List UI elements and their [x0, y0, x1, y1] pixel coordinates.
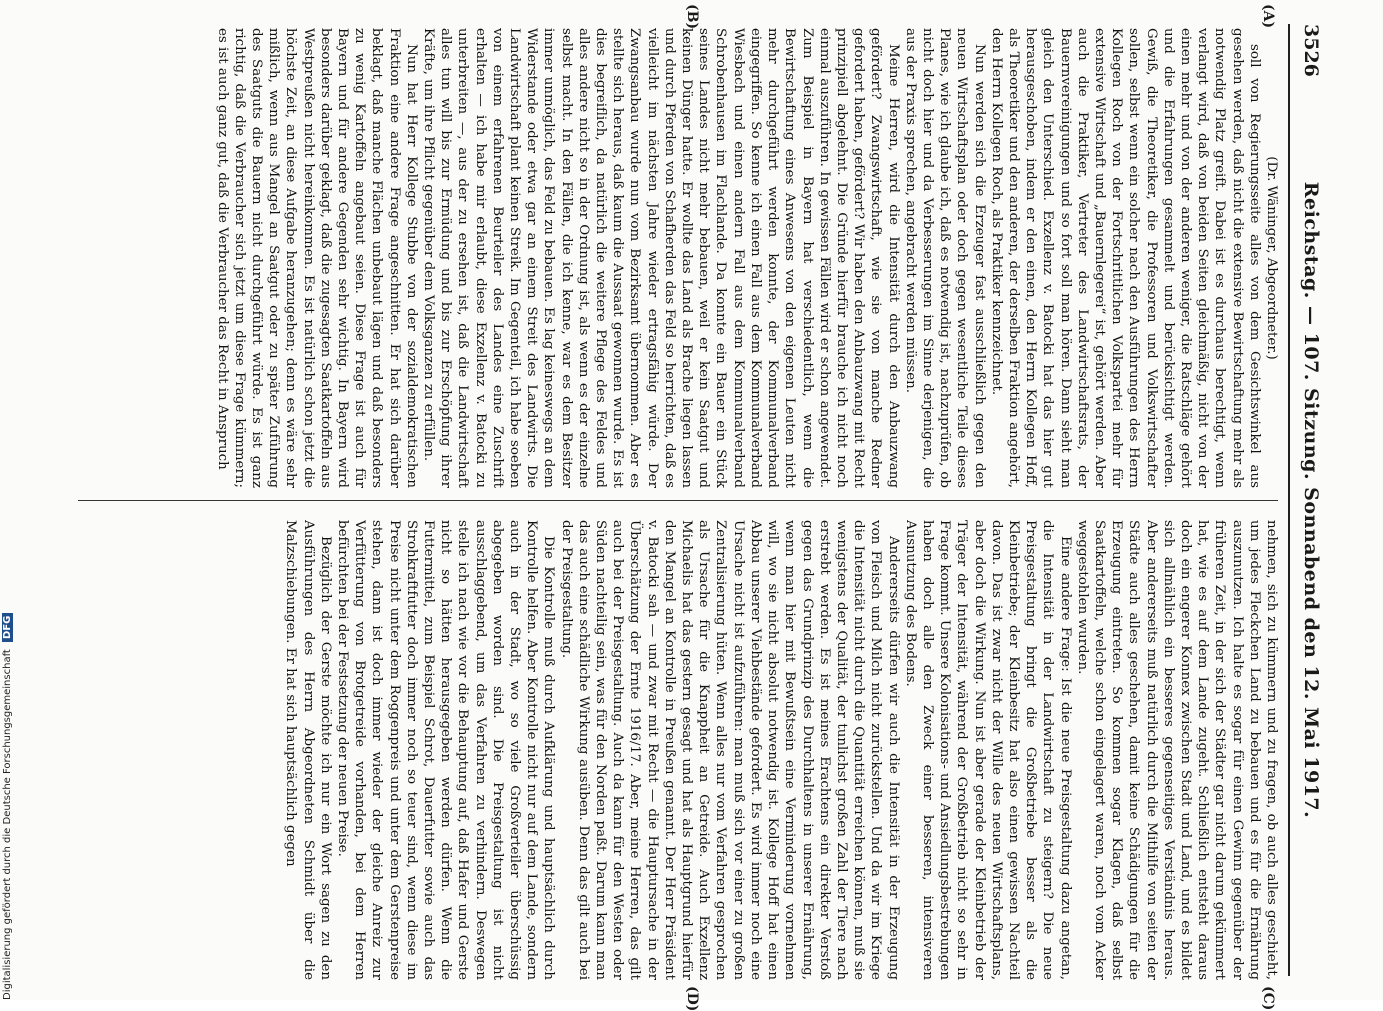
funding-text: Digitalisierung gefördert durch die Deutsche Forschungsgemeinschaft: [2, 649, 13, 1000]
paragraph: Andererseits dürfen wir auch die Intensität in der Erzeugung von Fleisch und Milch nicht zurückstellen. Und da wir im Kriege die Intensität nicht durch die Quantität erreichen können, muß sie wenigstens der Qualität, der tunlichst großen Zahl der Tiere nach erstrebt werden. Es ist meines Erachtens ein direkter Verstoß gegen das Grundprinzip des Durchhaltens in unserer Ernährung, wenn man hier mit Bewußtsein eine Verminderung vornehmen will, wo sie nicht absolut notwendig ist. Kollege Hoff hat einen Abbau unserer Viehbestände gefordert. Es wird immer noch eine Ursache nicht ist aufzuführen: man muß sich vor einer zu großen Zentralisierung hüten. Wenn alles nur vom Verfahren gesprochen als Ursache für die Knappheit an Getreide. Auch Exzellenz Michaelis hat das gestern gesagt und hat als Hauptgrund hierfür den Mangel an Kontrolle in Preußen genannt. Der Herr Präsident v. Batocki sah — und zwar mit Recht — die Hauptursache in der Überschätzung der Ernte 1916/17. Aber, meine Herren, das gilt auch bei der Preisgestaltung. Auch da kann für den Westen oder Süden nachteilig sein, was für den Norden paßt. Darum kann man das auch eine schädliche Wirkung ausüben. Denn das gilt auch bei der Preisgestaltung.: [558, 520, 901, 980]
page-number: 3526: [1300, 24, 1322, 77]
margin-marker-a: (A): [1260, 4, 1276, 29]
funding-footer: [2, 600, 22, 1000]
left-column: [60, 28, 1280, 488]
paragraph: Die Kontrolle muß durch Aufklärung und hauptsächlich durch Kontrolle helfen. Aber Kontrolle nicht nur auf dem Lande, sondern auch in der Stadt, wo so viele Großverteiler überschüssig abgegeben worden sind. Die Preisgestaltung ist nicht ausschlaggebend, um das Verfahren zu verhindern. Deswegen stelle ich nach wie vor die Behauptung auf, daß Hafer und Gerste nicht so hätten herausgegeben werden dürfen. Wenn die Futtermittel, zum Beispiel Schrot, Dauerfutter sowie auch das Strohkraftfutter doch immer noch so teuer sind, wenn diese im Preise nicht unter dem Roggenpreis und unter dem Gerstenpreise stehen, dann ist doch immer wieder der gleiche Anreiz zur Verfütterung von Brotgetreide vorhanden, bei dem Herren befürchten bei der Festsetzung der neuen Preise.: [335, 520, 557, 980]
margin-marker-d: (D): [684, 986, 700, 1011]
paragraph: Bezüglich der Gerste möchte ich nur ein Wort sagen zu den Ausführungen des Herrn Abgeordneten Schmidt über die Malzschiebungen. Er hat sich hauptsächlich gegen: [283, 520, 333, 980]
dfg-logo: DFG: [2, 613, 13, 642]
rotated-document: [40, 0, 1340, 1011]
paragraph: soll von Regierungsseite alles von dem Gesichtswinkel aus gesehen werden, daß nicht die extensive Bewirtschaftung mehr als notwendig Platz greift. Dabei ist es durchaus berechtigt, wenn verlangt wird, daß von beiden Seiten gleichmäßig, nicht von der einen mehr und von der anderen weniger, die Ratschläge gehört und die Erfahrungen gesammelt und berücksichtigt werden. Gewiß, die Theoretiker, die Professoren und Volkswirtschafter sollen, selbst wenn ein solcher nach den Ausführungen des Herrn Kollegen Roch von der Fortschrittlichen Volkspartei mehr für extensive Wirtschaft und „Bauernlegerei“ ist, gehört werden. Aber auch die Praktiker, Vertreter des Landwirtschaftsrats, der Bauernvereinigungen und so fort soll man hören. Dann sieht man gleich den Unterschied. Exzellenz v. Batocki hat das hier gut herausgeschoben, indem er den einen, den Herrn Kollegen Hoff, als Theoretiker und den anderen, der derselben Fraktion angehört, den Herrn Kollegen Roch, als Praktiker kennzeichnet.: [988, 28, 1262, 488]
header-rule: [1288, 24, 1290, 976]
paragraph: Eine andere Frage: Ist die neue Preisgestaltung dazu angetan, die Intensität in der Landwirtschaft zu steigern? Die neue Preisgestaltung bringt die Großbetriebe besser als die Kleinbetriebe; der Kleinbesitz hat also einen gewissen Nachteil davon. Das ist zwar nicht der Wille des neuen Wirtschaftsplans, aber doch die Wirkung. Nun ist aber gerade der Kleinbetrieb der Träger der Intensität, während der Großbetrieb nicht so sehr in Frage kommt. Unsere Kolonisations- und Ansiedlungsbestrebungen haben doch alle den Zweck einer besseren, intensiveren Ausnutzung des Bodens.: [902, 520, 1073, 980]
paragraph: Nun werden sich die Erzeuger fast ausschließlich gegen den neuen Wirtschaftsplan oder doch gegen wesentliche Teile dieses Planes, wie ich glaube ich, daß es notwendig ist, nachzuprüfen, ob nicht doch hier und da Verbesserungen im Sinne derjenigen, die aus der Praxis sprechen, angebracht werden müssen.: [902, 28, 987, 488]
paragraph: nehmen, sich zu kümmern und zu fragen, ob auch alles geschieht, um jedes Fleckchen Land zu bebauen und es für die Ernährung auszunutzen. Ich halte es sogar für einen Gewinn gegenüber der früheren Zeit, in der sich der Städter gar nicht darum gekümmert hat, wie es auf dem Lande zugeht. Schließlich entsteht daraus doch ein engerer Konnex zwischen Stadt und Land, und es bildet sich allmählich ein besseres gegenseitiges Verständnis heraus. Aber andererseits muß natürlich durch die Mithilfe von seiten der Städte auch alles geschehen, damit keine Schädigungen für die Erzeugung eintreten. So kommen sogar Klagen, daß selbst Saatkartoffeln, welche schon eingelagert waren, noch vom Acker weggestohlen wurden.: [1074, 520, 1279, 980]
paragraph: Nun hat Herr Kollege Stubbe von der sozialdemokratischen Fraktion eine andere Frage angeschnitten. Er hat sich darüber beklagt, daß manche Flächen unbebaut lägen und daß besonders zu wenig Kartoffeln angebaut seien. Diese Frage ist auch für Bayern und für andere Gegenden sehr wichtig. In Bayern wird besonders darüber geklagt, daß die zugesagten Saatkartoffeln aus Westpreußen nicht hereinkommen. Es ist natürlich schon jetzt die höchste Zeit, an diese Aufgabe heranzugehen; denn es wäre sehr mißlich, wenn aus Mangel an Saatgut oder zu später Zuführung des Saatguts die Bauern nicht durchgeführt würde. Es ist ganz richtig, daß die Verbraucher sich jetzt um diese Frage kümmern; es ist auch ganz gut, daß die Verbraucher das Recht in Anspruch: [214, 28, 419, 488]
page-header: [1292, 24, 1326, 976]
page-title: Reichstag. — 107. Sitzung. Sonnabend den 12. Mai 1917.: [1300, 181, 1322, 819]
right-column: [60, 520, 1280, 980]
speaker-attribution: (Dr. Wäninger, Abgeordneter.): [1264, 156, 1279, 360]
margin-marker-c: (C): [1260, 986, 1276, 1011]
paragraph: Meine Herren, wird die Intensität durch den Anbauzwang gefördert? Zwangswirtschaft, wie sie von manche Redner gefordert haben, gefördert? Wir haben den Anbauzwang mit Recht prinzipiell abgelehnt. Die Gründe hierfür brauche ich nicht noch einmal auszuführen. In gewissen Fällen wird er schon angewendet. Zum Beispiel in Bayern hat verschiedentlich, wenn die Bewirtschaftung eines Anwesens von den eigenen Leuten nicht mehr durchgeführt werden konnte, der Kommunalverband eingegriffen. So kenne ich einen Fall aus dem Kommunalverband Wiesbach und einen andern Fall aus dem Kommunalverband Schrobenhausen im Flachlande. Da konnte ein Bauer ein Stück seines Landes nicht mehr bebauen, weil er kein Saatgut und keinen Dünger hatte. Er wollte das Land als Brache liegen lassen und durch Pferden von Schafherden das Feld so herrichten, daß es vielleicht im nächsten Jahre wieder ertragsfähig würde. Der Zwangsanbau wurde nun vom Bezirksamt übernommen. Aber es stellte sich heraus, daß kaum die Aussaat gewonnen wurde. Es ist dies begreiflich, da natürlich die weitere Pflege des Feldes und alles andere nicht so in der Ordnung ist, als wenn es der einzelne selbst macht. In den Fällen, die ich kenne, war es dem Besitzer immer unmöglich, das Feld zu bebauen. Es lag keineswegs an dem Widerstande oder etwa gar an einem Streit des Landwirts. Die Landwirtschaft plant keinen Streik. Im Gegenteil, ich habe soeben von einem erfahrenen Beurteiler des Landes eine Zuschrift erhalten — ich habe mir erlaubt, diese Exzellenz v. Batocki zu unterbreiten —, aus der zu ersehen ist, daß die Landwirtschaft alles tun will bis zur Ermüdung und bis zur Erschöpfung ihrer Kräfte, um ihre Pflicht gegenüber dem Volksganzen zu erfüllen.: [421, 28, 901, 488]
column-divider: [78, 500, 1278, 501]
margin-marker-b: (B): [684, 4, 700, 30]
